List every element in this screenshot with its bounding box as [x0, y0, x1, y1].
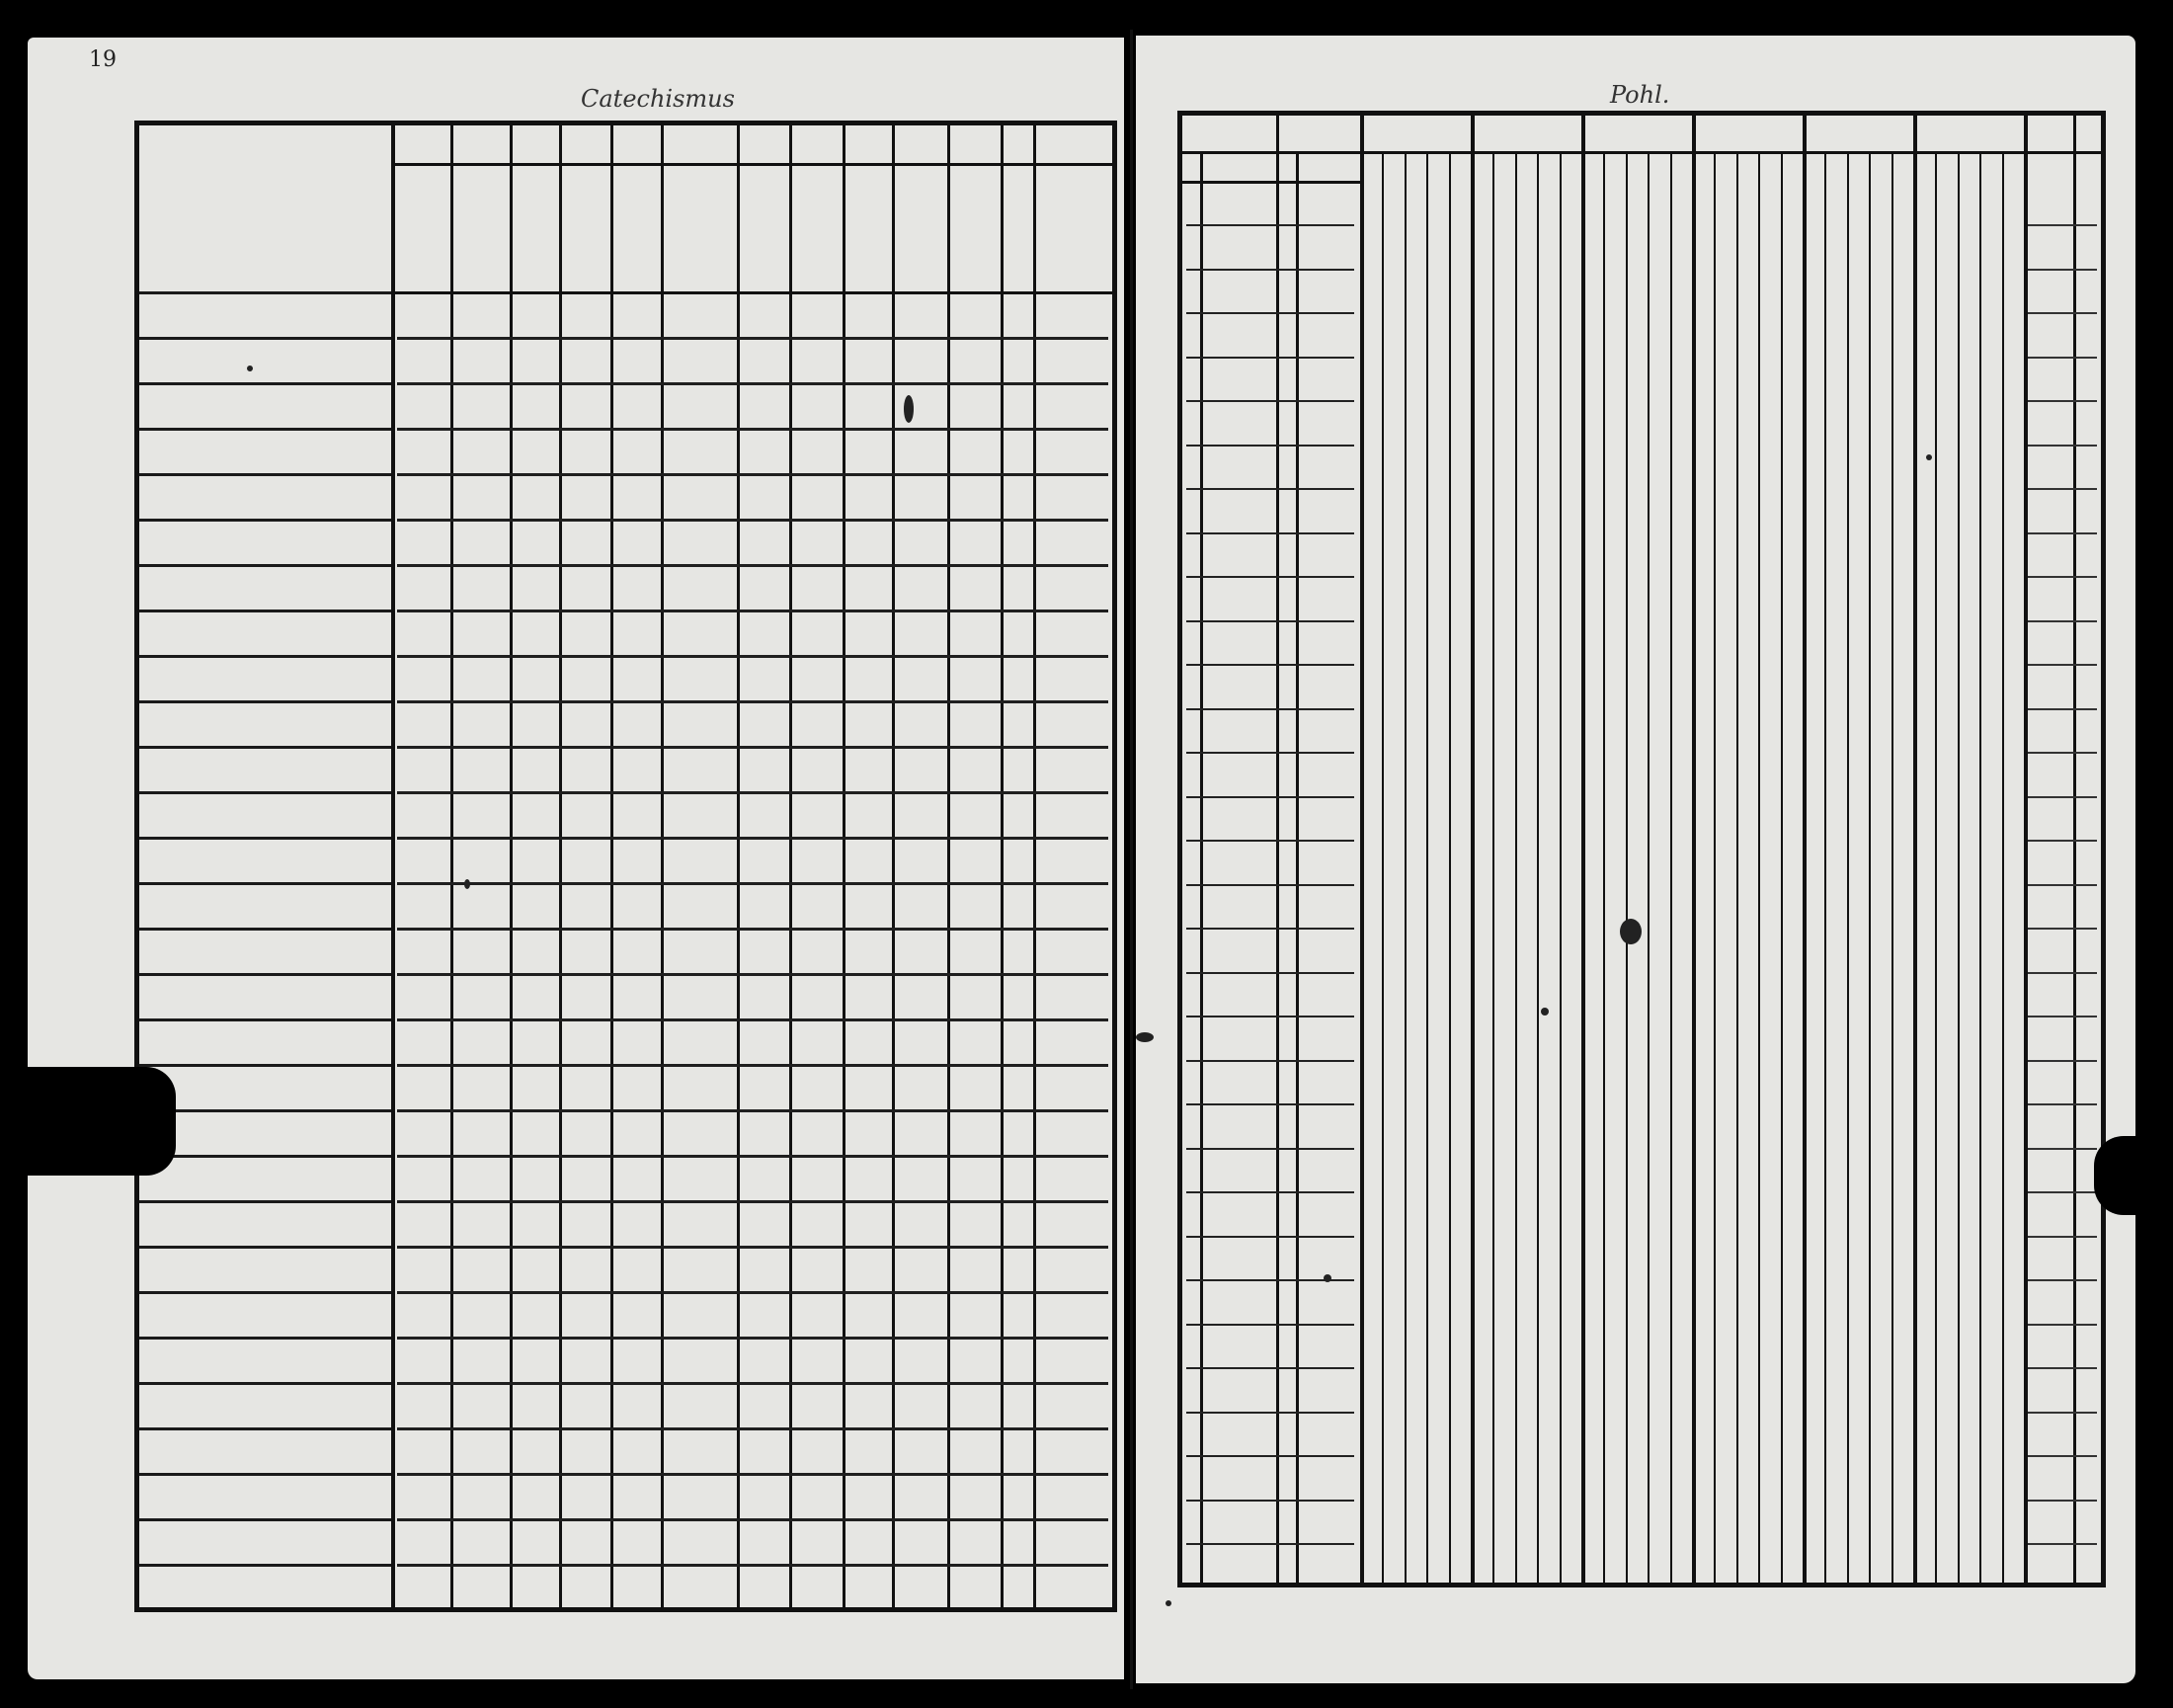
row-rule: [1186, 1103, 1354, 1105]
register-table: [134, 121, 1117, 1612]
month-rule: [1736, 151, 1738, 1583]
month-rule: [1670, 151, 1672, 1583]
row-rule: [1186, 1412, 1354, 1414]
row-rule: [397, 337, 1108, 340]
month-rule: [1426, 151, 1428, 1583]
binding-notch: [28, 1067, 176, 1176]
ink-speck: [1166, 1600, 1171, 1606]
column-header: [391, 129, 450, 167]
column-subheader: [490, 169, 508, 287]
row-rule: [397, 882, 1108, 885]
row-rule: [1186, 1016, 1354, 1017]
column-subheader: [710, 169, 733, 287]
column-subheader: [514, 169, 535, 287]
ink-speck: [464, 879, 470, 889]
column-subheader: [472, 169, 490, 287]
month-rule: [1603, 151, 1605, 1583]
row-rule: [2028, 224, 2097, 226]
column-header: [510, 129, 559, 167]
row-rule: [1186, 840, 1354, 842]
row-rule: [2028, 1324, 2097, 1326]
header-rule: [1182, 181, 1360, 184]
column-subheader: [687, 169, 710, 287]
row-rule: [397, 1564, 1108, 1567]
ink-speck: [1324, 1274, 1331, 1282]
row-rule: [397, 1473, 1108, 1476]
month-rule: [1714, 151, 1716, 1583]
column-subheader: [793, 169, 817, 287]
row-rule: [1186, 708, 1354, 710]
month-rule: [1979, 151, 1981, 1583]
row-rule: [1186, 1367, 1354, 1369]
row-rule: [2028, 1367, 2097, 1369]
row-rule: [139, 1427, 391, 1430]
column-rule: [737, 125, 740, 1607]
row-rule: [397, 564, 1108, 567]
ink-speck: [1136, 1032, 1154, 1042]
column-rule: [789, 125, 792, 1607]
row-rule: [1186, 576, 1354, 578]
month-rule: [1648, 151, 1650, 1583]
row-rule: [2028, 488, 2097, 490]
ink-speck: [247, 366, 253, 371]
row-rule: [1186, 1060, 1354, 1062]
page-number: 19: [89, 47, 117, 72]
column-header: [1001, 129, 1033, 167]
column-header: [610, 129, 661, 167]
row-rule: [2028, 884, 2097, 886]
column-header: [559, 129, 610, 167]
row-rule: [1186, 620, 1354, 622]
row-rule: [139, 1564, 391, 1567]
month-rule: [1847, 151, 1849, 1583]
month-rule: [1405, 151, 1407, 1583]
row-rule: [397, 1427, 1108, 1430]
month-rule: [1449, 151, 1451, 1583]
row-rule: [2028, 664, 2097, 666]
row-rule: [397, 837, 1108, 840]
row-rule: [2028, 1412, 2097, 1414]
row-rule: [139, 1064, 391, 1067]
row-rule: [139, 428, 391, 431]
row-rule: [139, 700, 391, 703]
column-subheader: [422, 169, 448, 287]
month-rule: [1560, 151, 1562, 1583]
row-rule: [397, 1337, 1108, 1340]
row-rule: [397, 473, 1108, 476]
column-subheader: [1017, 169, 1030, 287]
column-subheader: [636, 169, 658, 287]
row-rule: [2028, 1236, 2097, 1238]
column-subheader: [535, 169, 557, 287]
month-rule: [1781, 151, 1783, 1583]
row-rule: [397, 382, 1108, 385]
column-subheader: [951, 169, 967, 287]
column-subheader: [868, 169, 890, 287]
column-subheader: [563, 169, 586, 287]
month-rule: [1869, 151, 1871, 1583]
row-rule: [139, 882, 391, 885]
row-rule: [2028, 576, 2097, 578]
row-rule: [139, 928, 391, 931]
row-rule: [1186, 752, 1354, 754]
row-rule: [139, 382, 391, 385]
row-rule: [139, 655, 391, 658]
row-rule: [2028, 928, 2097, 930]
row-rule: [139, 1382, 391, 1385]
row-rule: [397, 928, 1108, 931]
gutter: [1130, 30, 1133, 1689]
top-note: Catechismus: [581, 85, 735, 113]
column-subheader: [896, 169, 921, 287]
register-table: [1177, 111, 2106, 1587]
row-rule: [2028, 1279, 2097, 1281]
column-rule: [2024, 116, 2028, 1583]
row-rule: [2028, 752, 2097, 754]
row-rule: [1186, 488, 1354, 490]
month-rule: [1891, 151, 1893, 1583]
row-rule: [139, 473, 391, 476]
row-rule: [1186, 1455, 1354, 1457]
month-rule: [1626, 151, 1628, 1583]
row-rule: [139, 1246, 391, 1249]
ink-speck: [904, 395, 914, 423]
ink-speck: [1541, 1008, 1549, 1016]
month-rule: [1958, 151, 1960, 1583]
column-rule: [559, 125, 562, 1607]
row-rule: [139, 610, 391, 612]
column-header: [843, 129, 892, 167]
row-rule: [139, 1518, 391, 1521]
binding-notch: [2094, 1136, 2135, 1215]
row-rule: [139, 1337, 391, 1340]
row-rule: [397, 1291, 1108, 1294]
column-rule: [1276, 116, 1279, 1583]
month-rule: [1758, 151, 1760, 1583]
row-rule: [1186, 400, 1354, 402]
row-rule: [1186, 1543, 1354, 1545]
month-rule: [1537, 151, 1539, 1583]
row-rule: [1186, 1324, 1354, 1326]
row-rule: [2028, 532, 2097, 534]
column-rule: [1001, 125, 1004, 1607]
top-note: Pohl.: [1610, 81, 1670, 109]
column-rule: [947, 125, 950, 1607]
column-subheader: [614, 169, 636, 287]
row-rule: [397, 1518, 1108, 1521]
column-subheader: [764, 169, 786, 287]
column-rule: [892, 125, 895, 1607]
column-header: [892, 129, 947, 167]
row-rule: [1186, 1148, 1354, 1150]
row-rule: [2028, 445, 2097, 447]
row-rule: [2028, 620, 2097, 622]
row-rule: [139, 791, 391, 794]
row-rule: [2028, 312, 2097, 314]
row-rule: [1186, 1191, 1354, 1193]
row-rule: [139, 973, 391, 976]
month-rule: [1515, 151, 1517, 1583]
year-rule: [1692, 116, 1696, 1583]
column-rule: [610, 125, 613, 1607]
row-rule: [1186, 664, 1354, 666]
column-subheader: [967, 169, 983, 287]
row-rule: [2028, 1103, 2097, 1105]
row-rule: [1186, 532, 1354, 534]
column-rule: [1033, 125, 1036, 1607]
row-rule: [397, 519, 1108, 522]
column-header: [789, 129, 843, 167]
row-rule: [397, 1200, 1108, 1203]
row-rule: [2028, 1500, 2097, 1502]
right-page: [1136, 36, 2135, 1683]
row-rule: [397, 655, 1108, 658]
row-rule: [2028, 1191, 2097, 1193]
row-rule: [1186, 884, 1354, 886]
year-rule: [1471, 116, 1475, 1583]
column-rule: [843, 125, 845, 1607]
row-rule: [139, 1109, 391, 1112]
row-rule: [139, 519, 391, 522]
row-rule: [1186, 928, 1354, 930]
row-rule: [1186, 796, 1354, 798]
row-rule: [139, 1155, 391, 1158]
row-rule: [1186, 1236, 1354, 1238]
row-rule: [1186, 312, 1354, 314]
row-rule: [2028, 972, 2097, 974]
row-rule: [2028, 840, 2097, 842]
row-rule: [1186, 972, 1354, 974]
row-rule: [139, 291, 391, 294]
column-subheader: [983, 169, 999, 287]
month-rule: [1824, 151, 1826, 1583]
row-rule: [1186, 224, 1354, 226]
row-rule: [2028, 357, 2097, 359]
row-rule: [139, 837, 391, 840]
row-rule: [397, 1382, 1108, 1385]
row-rule: [139, 337, 391, 340]
ink-speck: [1620, 919, 1642, 944]
ink-speck: [1926, 454, 1932, 460]
row-rule: [139, 1473, 391, 1476]
column-rule: [391, 125, 395, 1607]
row-rule: [139, 1291, 391, 1294]
column-subheader: [586, 169, 608, 287]
header-rule: [391, 291, 1112, 294]
column-header: [450, 129, 510, 167]
left-page: [28, 38, 1124, 1679]
row-rule: [2028, 400, 2097, 402]
row-rule: [397, 791, 1108, 794]
row-rule: [2028, 1455, 2097, 1457]
row-rule: [2028, 1148, 2097, 1150]
row-rule: [1186, 357, 1354, 359]
column-rule: [661, 125, 664, 1607]
row-rule: [397, 1109, 1108, 1112]
month-rule: [2002, 151, 2004, 1583]
row-rule: [397, 428, 1108, 431]
column-rule: [510, 125, 513, 1607]
row-rule: [2028, 708, 2097, 710]
row-rule: [397, 610, 1108, 612]
row-rule: [397, 1018, 1108, 1021]
row-rule: [2028, 1543, 2097, 1545]
row-rule: [2028, 796, 2097, 798]
column-subheader: [741, 169, 764, 287]
year-rule: [1913, 116, 1917, 1583]
row-rule: [397, 1064, 1108, 1067]
row-rule: [2028, 1060, 2097, 1062]
row-rule: [1186, 1500, 1354, 1502]
year-rule: [1803, 116, 1807, 1583]
column-header: [661, 129, 737, 167]
column-subheader: [395, 169, 422, 287]
row-rule: [139, 564, 391, 567]
month-rule: [1935, 151, 1937, 1583]
column-header: [737, 129, 789, 167]
row-rule: [2028, 269, 2097, 271]
column-subheader: [817, 169, 841, 287]
year-rule: [1360, 116, 1364, 1583]
row-rule: [397, 1246, 1108, 1249]
column-subheader: [665, 169, 687, 287]
row-rule: [397, 746, 1108, 749]
row-rule: [1186, 269, 1354, 271]
column-subheader: [921, 169, 945, 287]
month-rule: [1492, 151, 1494, 1583]
row-rule: [1186, 445, 1354, 447]
row-rule: [397, 1155, 1108, 1158]
column-subheader: [846, 169, 868, 287]
column-rule: [450, 125, 453, 1607]
row-rule: [2028, 1016, 2097, 1017]
year-rule: [1581, 116, 1585, 1583]
row-rule: [397, 700, 1108, 703]
month-rule: [1382, 151, 1384, 1583]
row-rule: [139, 746, 391, 749]
row-rule: [397, 973, 1108, 976]
column-subheader: [454, 169, 472, 287]
row-rule: [139, 1018, 391, 1021]
column-rule: [2073, 116, 2076, 1583]
column-header: [947, 129, 1001, 167]
row-rule: [139, 1200, 391, 1203]
header-rule: [1182, 151, 2101, 154]
column-rule: [1112, 125, 1115, 1607]
column-subheader: [1005, 169, 1017, 287]
